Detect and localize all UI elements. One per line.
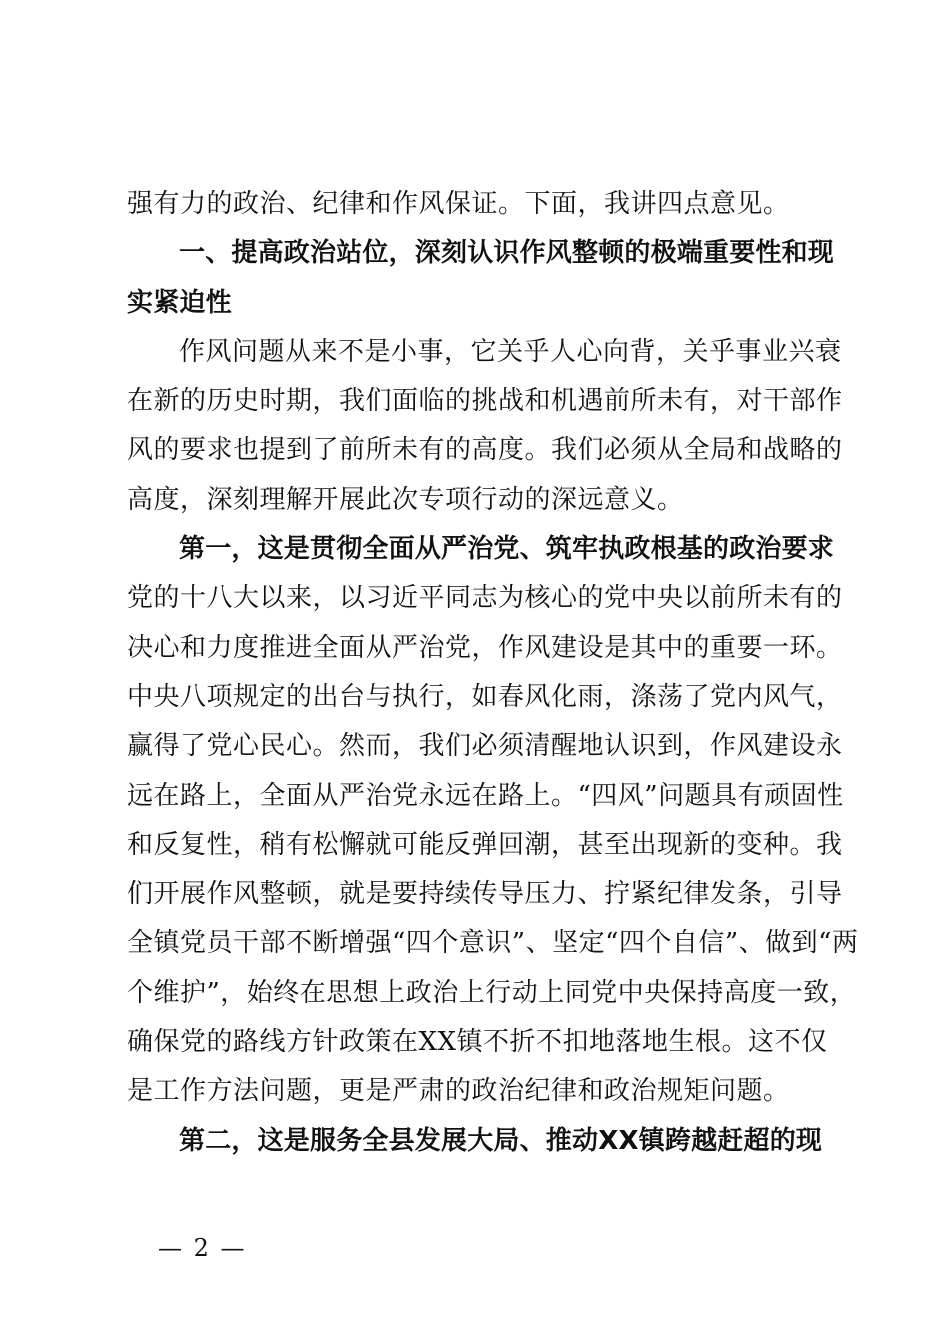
subheading-first: 第一，这是贯彻全面从严治党、筑牢执政根基的政治要求 — [179, 534, 835, 565]
text-line: 党的十八大以来，以习近平同志为核心的党中央以前所未有的 — [127, 583, 843, 614]
text-line: 确保党的路线方针政策在XX镇不折不扣地落地生根。这不仅 — [127, 1027, 828, 1058]
text-line: 高度，深刻理解开展此次专项行动的深远意义。 — [127, 484, 684, 515]
paragraph-start: 作风问题从来不是小事，它关乎人心向背，关乎事业兴衰 — [179, 336, 842, 367]
page-number: — 2 — — [158, 1234, 247, 1262]
text-line: 在新的历史时期，我们面临的挑战和机遇前所未有，对干部作 — [127, 386, 843, 417]
text-line: 是工作方法问题，更是严肃的政治纪律和政治规矩问题。 — [127, 1076, 790, 1107]
body-text — [127, 180, 859, 1166]
text-line: 们开展作风整顿，就是要持续传导压力、拧紧纪律发条，引导 — [127, 879, 843, 910]
subheading-second: 第二，这是服务全县发展大局、推动XX镇跨越赶超的现 — [179, 1125, 823, 1156]
text-line: 远在路上，全面从严治党永远在路上。“四风”问题具有顽固性 — [127, 780, 844, 811]
text-line: 和反复性，稍有松懈就可能反弹回潮，甚至出现新的变种。我 — [127, 829, 843, 860]
text-line: 风的要求也提到了前所未有的高度。我们必须从全局和战略的 — [127, 435, 843, 466]
text-line: 强有力的政治、纪律和作风保证。下面，我讲四点意见。 — [127, 189, 790, 219]
text-line: 决心和力度推进全面从严治党，作风建设是其中的重要一环。 — [127, 632, 843, 663]
section-heading: 一、提高政治站位，深刻认识作风整顿的极端重要性和现 — [179, 238, 835, 269]
text-line: 赢得了党心民心。然而，我们必须清醒地认识到，作风建设永 — [127, 731, 843, 762]
text-line: 全镇党员干部不断增强“四个意识”、坚定“四个自信”、做到“两 — [127, 928, 859, 959]
text-line: 中央八项规定的出台与执行，如春风化雨，涤荡了党内风气， — [127, 681, 843, 712]
section-heading-continued: 实紧迫性 — [127, 287, 232, 318]
text-line: 个维护”，始终在思想上政治上行动上同党中央保持高度一致， — [127, 977, 857, 1008]
